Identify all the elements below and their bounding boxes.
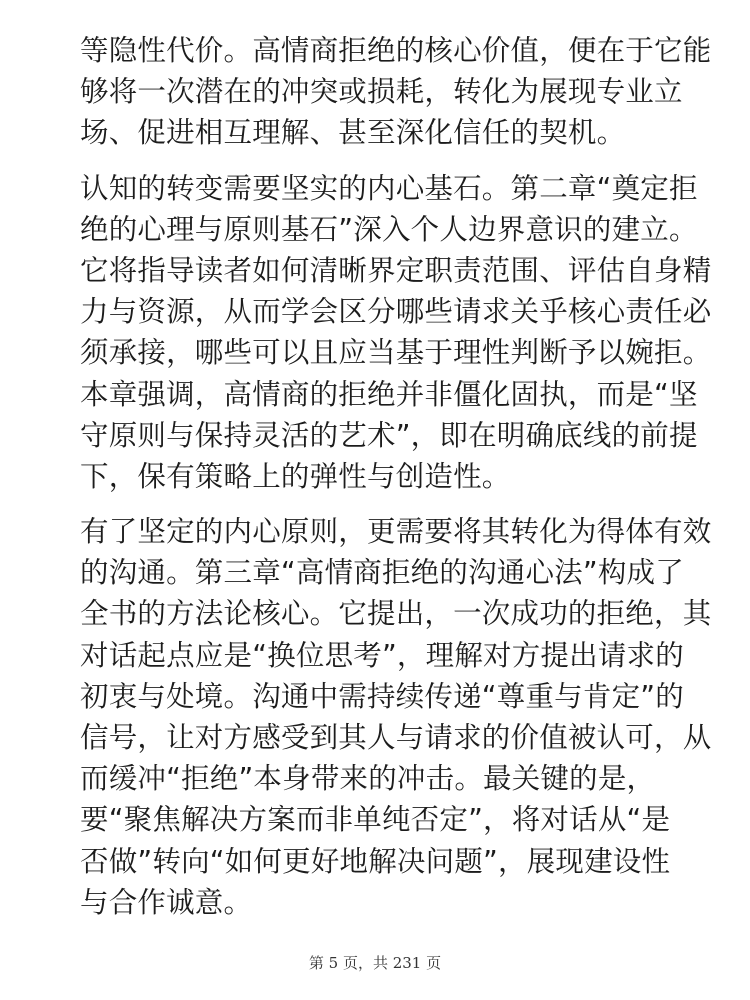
text-line: 与合作诚意。 — [80, 885, 253, 919]
text-line: 力与资源，从而学会区分哪些请求关乎核心责任必 — [80, 295, 712, 329]
text-line: 它将指导读者如何清晰界定职责范围、评估自身精 — [80, 253, 712, 287]
text-line: 够将一次潜在的冲突或损耗，转化为展现专业立 — [80, 75, 683, 109]
text-line: 绝的心理与原则基石”深入个人边界意识的建立。 — [80, 212, 698, 246]
text-line: 要“聚焦解决方案而非单纯否定”，将对话从“是 — [80, 803, 671, 837]
text-line: 下，保有策略上的弹性与创造性。 — [80, 459, 511, 493]
text-line: 而缓冲“拒绝”本身带来的冲击。最关键的是， — [80, 762, 656, 796]
text-line: 认知的转变需要坚实的内心基石。第二章“奠定拒 — [80, 171, 698, 205]
paragraph-1 — [80, 30, 712, 154]
text-line: 守原则与保持灵活的艺术”，即在明确底线的前提 — [80, 418, 698, 452]
body-text — [80, 30, 712, 937]
text-line: 场、促进相互理解、甚至深化信任的契机。 — [80, 116, 626, 150]
text-line: 初衷与处境。沟通中需持续传递“尊重与肯定”的 — [80, 679, 684, 713]
text-line: 须承接，哪些可以且应当基于理性判断予以婉拒。 — [80, 336, 712, 370]
text-line: 等隐性代价。高情商拒绝的核心价值，便在于它能 — [80, 34, 712, 67]
text-line: 有了坚定的内心原则，更需要将其转化为得体有效 — [80, 515, 712, 549]
text-line: 否做”转向“如何更好地解决问题”，展现建设性 — [80, 844, 671, 878]
paragraph-3 — [80, 511, 712, 923]
paragraph-2 — [80, 168, 712, 498]
text-line: 信号，让对方感受到其人与请求的价值被认可，从 — [80, 721, 712, 754]
text-line: 对话起点应是“换位思考”，理解对方提出请求的 — [80, 638, 684, 672]
page-number-footer: 第 5 页，共 231 页 — [308, 954, 442, 972]
text-line: 的沟通。第三章“高情商拒绝的沟通心法”构成了 — [80, 556, 684, 590]
text-line: 本章强调，高情商的拒绝并非僵化固执，而是“坚 — [80, 377, 698, 411]
text-line: 全书的方法论核心。它提出，一次成功的拒绝，其 — [80, 597, 712, 631]
